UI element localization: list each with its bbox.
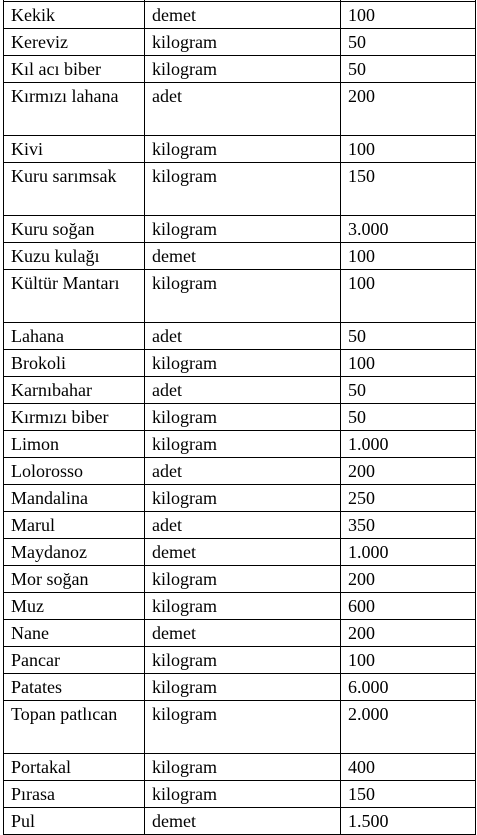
- table-row: [4, 270, 476, 323]
- table-cell-name: Kırmızı lahana: [4, 83, 145, 136]
- table-cell-unit: demet: [145, 2, 341, 29]
- table-cell-name: Kıl acı biber: [4, 56, 145, 83]
- table-cell-quantity: 150: [341, 163, 476, 216]
- table-cell-name: Pancar: [4, 647, 145, 674]
- table-cell-quantity: 50: [341, 377, 476, 404]
- table-cell-name: Limon: [4, 431, 145, 458]
- table-row: [4, 754, 476, 781]
- table-cell-quantity: 2.000: [341, 701, 476, 754]
- table-cell-name: Kivi: [4, 136, 145, 163]
- table-cell-unit: kilogram: [145, 431, 341, 458]
- table-cell-unit: adet: [145, 512, 341, 539]
- table-cell-quantity: 100: [341, 136, 476, 163]
- table-row: [4, 323, 476, 350]
- table-cell-quantity: 1.500: [341, 808, 476, 835]
- table-cell-unit: demet: [145, 243, 341, 270]
- table-cell-name: Lahana: [4, 323, 145, 350]
- table-cell-unit: demet: [145, 620, 341, 647]
- table-cell-unit: kilogram: [145, 485, 341, 512]
- table-cell-quantity: 1.000: [341, 431, 476, 458]
- table-row: [4, 243, 476, 270]
- table-row: [4, 404, 476, 431]
- table-cell-quantity: 350: [341, 512, 476, 539]
- table-row: [4, 29, 476, 56]
- table-cell-unit: adet: [145, 458, 341, 485]
- table-row: [4, 701, 476, 754]
- table-cell-quantity: 50: [341, 29, 476, 56]
- table-row: [4, 566, 476, 593]
- table-cell-name: Kekik: [4, 2, 145, 29]
- table-cell-unit: kilogram: [145, 270, 341, 323]
- table-row: [4, 539, 476, 566]
- table-cell-quantity: 50: [341, 56, 476, 83]
- table-cell-quantity: 250: [341, 485, 476, 512]
- table-cell-quantity: 200: [341, 620, 476, 647]
- table-cell-unit: kilogram: [145, 566, 341, 593]
- table-cell-unit: kilogram: [145, 29, 341, 56]
- table-row: [4, 350, 476, 377]
- table-cell-unit: kilogram: [145, 216, 341, 243]
- table-row: [4, 136, 476, 163]
- table-cell-quantity: 6.000: [341, 674, 476, 701]
- table-cell-name: Kültür Mantarı: [4, 270, 145, 323]
- table-cell-unit: kilogram: [145, 647, 341, 674]
- table-cell-unit: adet: [145, 83, 341, 136]
- table-row: [4, 431, 476, 458]
- table-cell-unit: kilogram: [145, 754, 341, 781]
- table-cell-name: Pul: [4, 808, 145, 835]
- table-row: [4, 216, 476, 243]
- table-cell-unit: kilogram: [145, 136, 341, 163]
- table-cell-unit: kilogram: [145, 163, 341, 216]
- table-cell-quantity: 1.000: [341, 539, 476, 566]
- table-cell-name: Muz: [4, 593, 145, 620]
- table-cell-quantity: 200: [341, 83, 476, 136]
- table-cell-unit: kilogram: [145, 350, 341, 377]
- table-cell-name: Nane: [4, 620, 145, 647]
- table-cell-name: Maydanoz: [4, 539, 145, 566]
- table-cell-unit: kilogram: [145, 781, 341, 808]
- table-cell-unit: kilogram: [145, 701, 341, 754]
- table-row: [4, 647, 476, 674]
- table-row: [4, 485, 476, 512]
- table-cell-unit: adet: [145, 323, 341, 350]
- table-cell-quantity: 100: [341, 2, 476, 29]
- table-cell-name: Brokoli: [4, 350, 145, 377]
- table-cell-unit: kilogram: [145, 674, 341, 701]
- produce-table-container: [3, 0, 475, 835]
- table-cell-quantity: 50: [341, 323, 476, 350]
- table-row: [4, 674, 476, 701]
- table-cell-name: Mor soğan: [4, 566, 145, 593]
- table-cell-name: Pırasa: [4, 781, 145, 808]
- table-cell-quantity: 600: [341, 593, 476, 620]
- table-cell-name: Marul: [4, 512, 145, 539]
- table-cell-unit: kilogram: [145, 404, 341, 431]
- table-row: [4, 512, 476, 539]
- table-cell-quantity: 50: [341, 404, 476, 431]
- table-cell-quantity: 150: [341, 781, 476, 808]
- table-cell-unit: adet: [145, 377, 341, 404]
- table-cell-unit: demet: [145, 808, 341, 835]
- table-cell-name: Kereviz: [4, 29, 145, 56]
- table-row: [4, 377, 476, 404]
- table-row-partial-bottom: [4, 808, 476, 835]
- table-cell-name: Kuzu kulağı: [4, 243, 145, 270]
- table-cell-unit: kilogram: [145, 593, 341, 620]
- table-cell-name: Kuru sarımsak: [4, 163, 145, 216]
- table-row: [4, 163, 476, 216]
- table-cell-name: Mandalina: [4, 485, 145, 512]
- table-row: [4, 83, 476, 136]
- table-cell-quantity: 100: [341, 243, 476, 270]
- table-cell-quantity: 100: [341, 647, 476, 674]
- table-cell-unit: kilogram: [145, 56, 341, 83]
- table-row: [4, 2, 476, 29]
- table-row: [4, 781, 476, 808]
- produce-table: [3, 0, 476, 835]
- table-cell-name: Portakal: [4, 754, 145, 781]
- table-cell-name: Kırmızı biber: [4, 404, 145, 431]
- table-row: [4, 458, 476, 485]
- table-cell-quantity: 100: [341, 350, 476, 377]
- table-cell-name: Kuru soğan: [4, 216, 145, 243]
- table-row: [4, 56, 476, 83]
- table-cell-quantity: 3.000: [341, 216, 476, 243]
- table-cell-unit: demet: [145, 539, 341, 566]
- table-cell-name: Patates: [4, 674, 145, 701]
- table-row: [4, 620, 476, 647]
- table-cell-quantity: 200: [341, 566, 476, 593]
- table-row: [4, 593, 476, 620]
- table-cell-name: Lolorosso: [4, 458, 145, 485]
- table-cell-quantity: 200: [341, 458, 476, 485]
- table-cell-quantity: 100: [341, 270, 476, 323]
- table-cell-quantity: 400: [341, 754, 476, 781]
- table-cell-name: Karnıbahar: [4, 377, 145, 404]
- table-cell-name: Topan patlıcan: [4, 701, 145, 754]
